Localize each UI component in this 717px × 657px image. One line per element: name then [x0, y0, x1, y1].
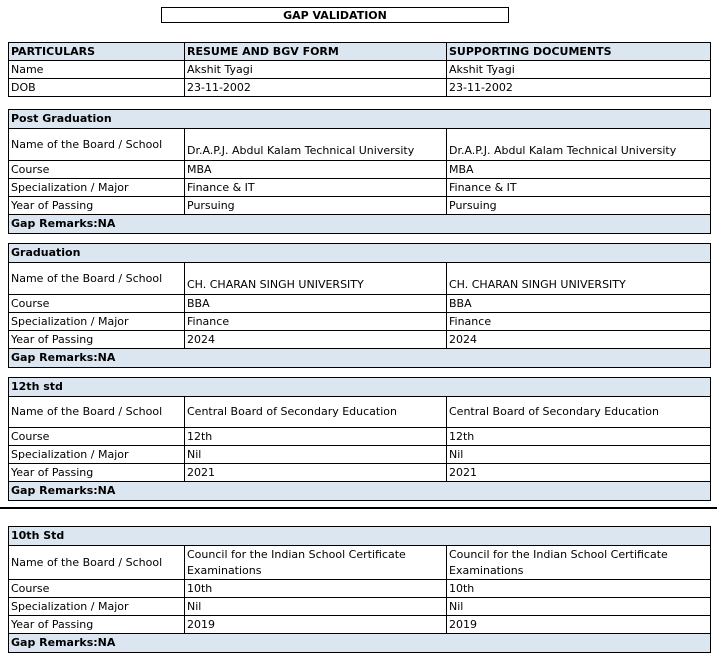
course-docs: 12th: [447, 428, 711, 446]
table-row: [9, 197, 711, 215]
board-label: Name of the Board / School: [9, 397, 185, 428]
gap-remarks: Gap Remarks:NA: [9, 215, 711, 234]
dob-resume: 23-11-2002: [185, 79, 447, 97]
table-row: [9, 263, 711, 295]
course-resume: 10th: [185, 580, 447, 598]
section-table-post-graduation: [8, 109, 711, 234]
board-label: Name of the Board / School: [9, 263, 185, 295]
table-row: [9, 129, 711, 161]
board-resume: Council for the Indian School Certificate Examinations: [185, 546, 447, 580]
divider: [0, 507, 717, 509]
course-label: Course: [9, 295, 185, 313]
gap-remarks: Gap Remarks:NA: [9, 349, 711, 368]
table-row: [9, 580, 711, 598]
spec-docs: Finance & IT: [447, 179, 711, 197]
board-resume: CH. CHARAN SINGH UNIVERSITY: [185, 263, 447, 295]
table-row: [9, 546, 711, 580]
year-docs: Pursuing: [447, 197, 711, 215]
gap-remarks: Gap Remarks:NA: [9, 634, 711, 653]
table-header-row: [9, 43, 711, 61]
table-row: [9, 179, 711, 197]
year-docs: 2021: [447, 464, 711, 482]
board-docs: CH. CHARAN SINGH UNIVERSITY: [447, 263, 711, 295]
board-docs: Central Board of Secondary Education: [447, 397, 711, 428]
spec-resume: Nil: [185, 598, 447, 616]
table-row: [9, 295, 711, 313]
name-resume: Akshit Tyagi: [185, 61, 447, 79]
page-title: GAP VALIDATION: [161, 7, 509, 23]
table-row: [9, 397, 711, 428]
name-docs: Akshit Tyagi: [447, 61, 711, 79]
personal-table: [8, 42, 711, 97]
year-resume: 2024: [185, 331, 447, 349]
course-docs: MBA: [447, 161, 711, 179]
course-resume: 12th: [185, 428, 447, 446]
table-row: [9, 464, 711, 482]
spec-label: Specialization / Major: [9, 179, 185, 197]
section-table-10th: [8, 526, 711, 653]
course-docs: 10th: [447, 580, 711, 598]
spec-resume: Finance: [185, 313, 447, 331]
course-resume: MBA: [185, 161, 447, 179]
course-label: Course: [9, 428, 185, 446]
table-row: [9, 446, 711, 464]
board-label: Name of the Board / School: [9, 546, 185, 580]
section-heading: 12th std: [9, 378, 711, 397]
board-resume: Dr.A.P.J. Abdul Kalam Technical University: [185, 129, 447, 161]
section-heading: Graduation: [9, 244, 711, 263]
year-label: Year of Passing: [9, 464, 185, 482]
dob-label: DOB: [9, 79, 185, 97]
course-label: Course: [9, 580, 185, 598]
course-docs: BBA: [447, 295, 711, 313]
spec-resume: Nil: [185, 446, 447, 464]
year-label: Year of Passing: [9, 331, 185, 349]
course-resume: BBA: [185, 295, 447, 313]
table-row: [9, 428, 711, 446]
board-resume: Central Board of Secondary Education: [185, 397, 447, 428]
spec-resume: Finance & IT: [185, 179, 447, 197]
spec-label: Specialization / Major: [9, 446, 185, 464]
header-supporting-docs: SUPPORTING DOCUMENTS: [447, 43, 711, 61]
course-label: Course: [9, 161, 185, 179]
year-docs: 2024: [447, 331, 711, 349]
spec-docs: Nil: [447, 446, 711, 464]
table-row: [9, 616, 711, 634]
table-row: [9, 161, 711, 179]
header-resume-bgv: RESUME AND BGV FORM: [185, 43, 447, 61]
year-resume: 2019: [185, 616, 447, 634]
gap-remarks: Gap Remarks:NA: [9, 482, 711, 501]
table-row: [9, 331, 711, 349]
table-row: [9, 313, 711, 331]
name-label: Name: [9, 61, 185, 79]
spec-docs: Finance: [447, 313, 711, 331]
section-heading: Post Graduation: [9, 110, 711, 129]
section-table-graduation: [8, 243, 711, 368]
header-particulars: PARTICULARS: [9, 43, 185, 61]
board-docs: Council for the Indian School Certificate Examinations: [447, 546, 711, 580]
spec-label: Specialization / Major: [9, 598, 185, 616]
table-row: [9, 79, 711, 97]
spec-docs: Nil: [447, 598, 711, 616]
table-row: [9, 598, 711, 616]
year-docs: 2019: [447, 616, 711, 634]
year-label: Year of Passing: [9, 197, 185, 215]
section-heading: 10th Std: [9, 527, 711, 546]
board-docs: Dr.A.P.J. Abdul Kalam Technical University: [447, 129, 711, 161]
section-table-12th: [8, 377, 711, 501]
dob-docs: 23-11-2002: [447, 79, 711, 97]
year-resume: Pursuing: [185, 197, 447, 215]
year-label: Year of Passing: [9, 616, 185, 634]
year-resume: 2021: [185, 464, 447, 482]
board-label: Name of the Board / School: [9, 129, 185, 161]
spec-label: Specialization / Major: [9, 313, 185, 331]
table-row: [9, 61, 711, 79]
